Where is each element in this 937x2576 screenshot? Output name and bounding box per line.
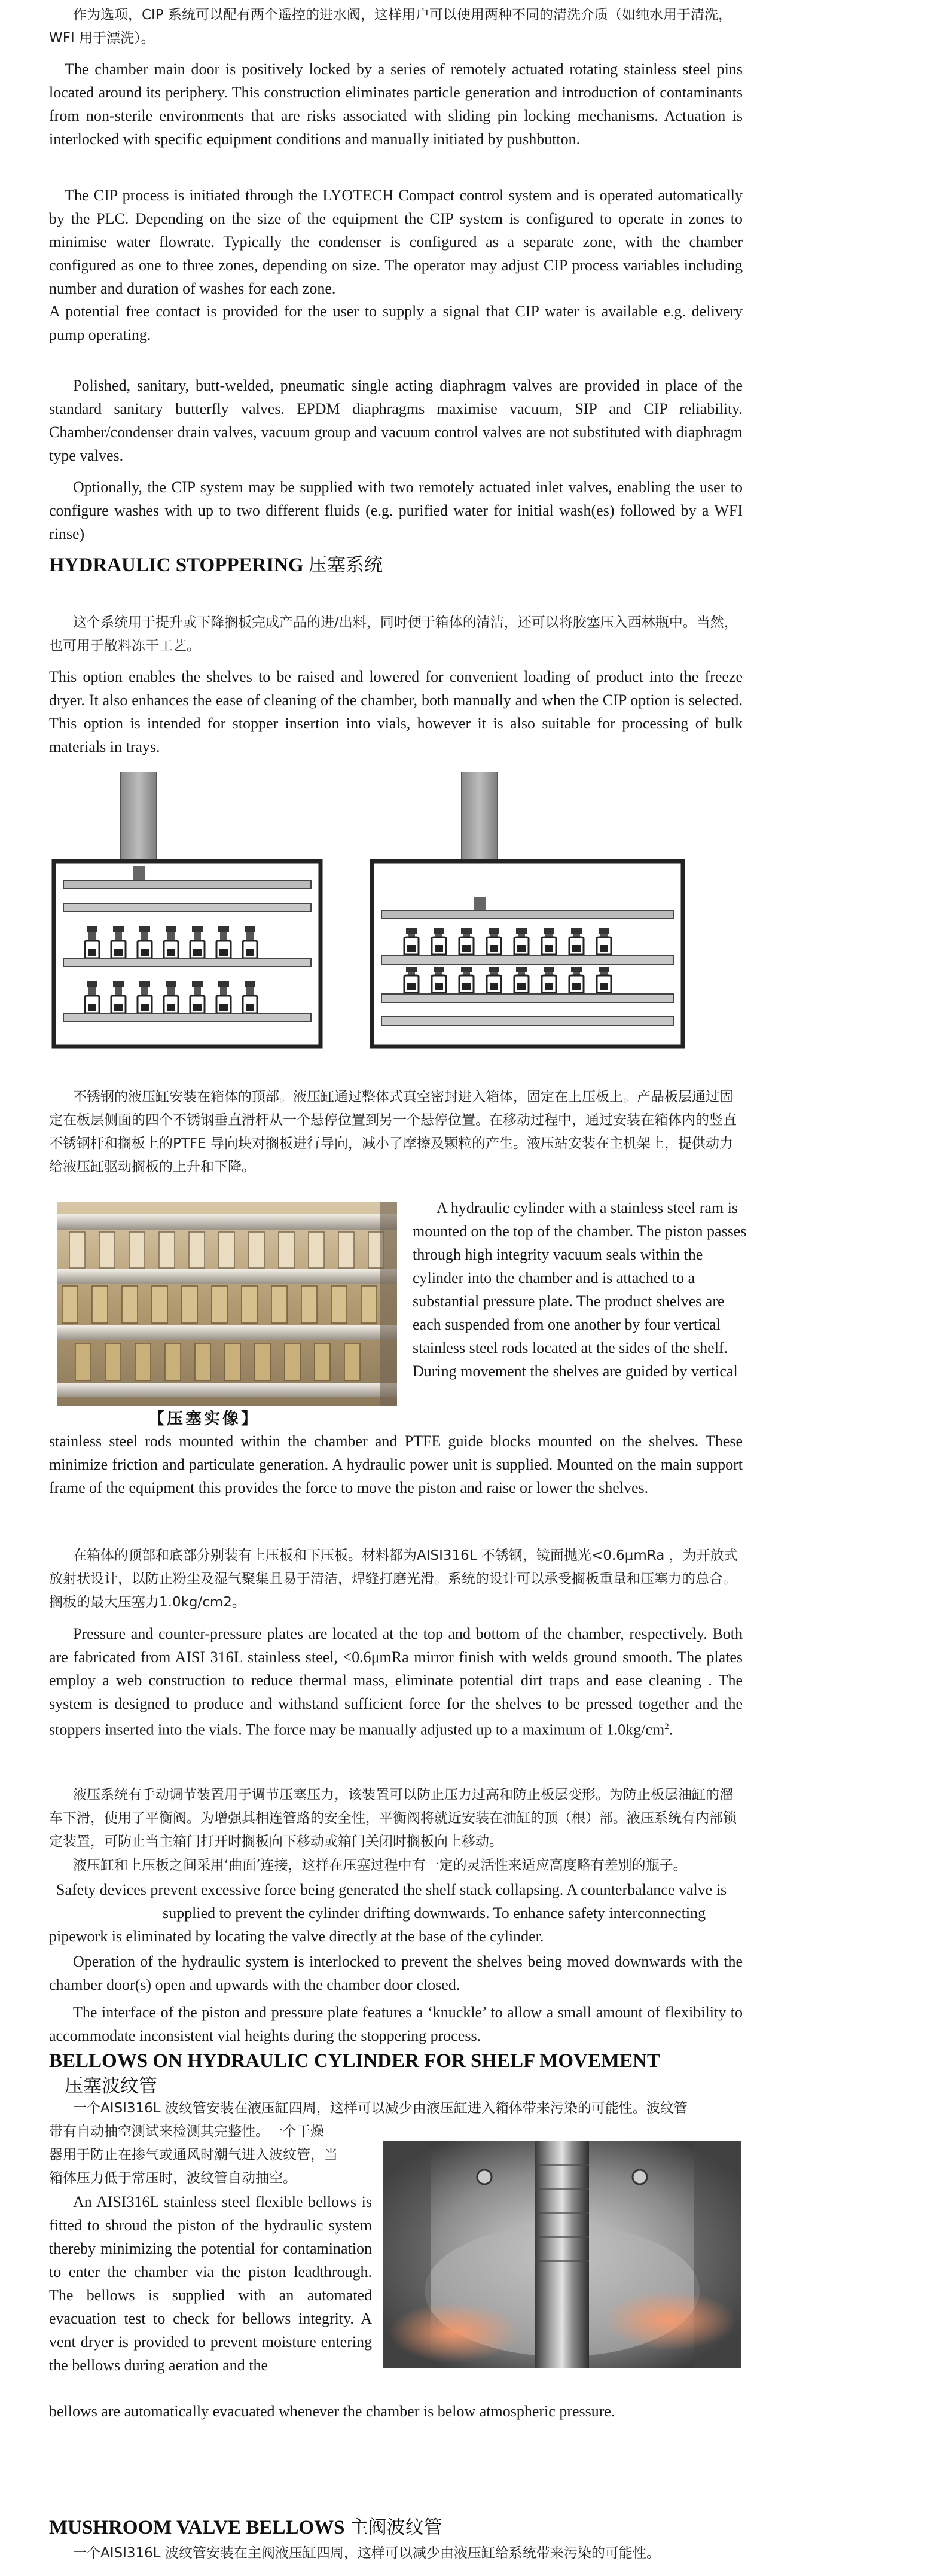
mushroom-valve-heading bbox=[49, 2515, 743, 2540]
chamber-open-diagram bbox=[54, 772, 321, 1047]
paragraph-en: stainless steel rods mounted within the chamber and PTFE guide blocks mounted on the shelves. These minimize friction and particulate generation. A hydraulic power unit is supplied. Mounted on the main support frame of the equipment this provides the force to move the piston and raise or lower the shelves. bbox=[49, 1432, 743, 1496]
pressure-plates-en bbox=[49, 1622, 743, 1742]
cip-door-locking-en bbox=[49, 57, 743, 151]
paragraph-en: An AISI316L stainless steel flexible bellows is fitted to shroud the piston of the hydraulic system thereby minimizing the potential for contamination to enter the chamber via the piston leadthrough. The bellows is supplied with an automated evacuation test to check for bellows integrity. A vent dryer is provided to prevent moisture entering the bellows during aeration and the bbox=[49, 2193, 372, 2374]
paragraph-en: Operation of the hydraulic system is interlocked to prevent the shelves being moved downwards with the chamber door(s) open and upwards with the chamber door closed. bbox=[49, 1953, 743, 1993]
bellows-en-full bbox=[49, 2400, 743, 2423]
hydraulic-intro-en bbox=[49, 665, 743, 758]
heading-en: HYDRAULIC STOPPERING bbox=[49, 554, 304, 576]
bellows-photo-image bbox=[383, 2141, 741, 2368]
paragraph-en bbox=[49, 1622, 743, 1742]
paragraph-en: This option enables the shelves to be raised and lowered for convenient loading of product into the freeze dryer. It also enhances the ease of cleaning of the chamber, both manually and when the CIP option is selected. This option is intended for stopper insertion into vials, however it is also suitable for processing of bulk materials in trays. bbox=[49, 668, 743, 755]
paragraph-en-line: pipework is eliminated by locating the valve directly at the base of the cylinder. bbox=[49, 1928, 544, 1945]
hydraulic-cylinder-en-b bbox=[49, 1429, 743, 1499]
hydraulic-cylinder-en-a bbox=[413, 1196, 747, 1383]
paragraph-zh: 一个AISI316L 波纹管安装在液压缸四周，这样可以减少由液压缸进入箱体带来污染的可能性。波纹管 bbox=[73, 2101, 688, 2116]
heading-zh: 主阀波纹管 bbox=[349, 2517, 442, 2538]
bellows-zh-left bbox=[49, 2120, 372, 2190]
cip-diaphragm-valves-en bbox=[49, 374, 743, 467]
pressure-plates-zh bbox=[49, 1544, 743, 1614]
paragraph-en: The CIP process is initiated through the LYOTECH Compact control system and is operated automatically by the PLC. Depending on the size of the equipment the CIP system is configured to operate in zones to minimise water flowrate. Typically the condenser is configured as a separate zone, with the chamber configured as one to three zones, depending on size. The operator may adjust CIP process variables including number and duration of washes for each zone. bbox=[49, 187, 743, 297]
hydraulic-safety-zh bbox=[49, 1784, 743, 1853]
hydraulic-stoppering-heading bbox=[49, 553, 743, 578]
hydraulic-safety-en bbox=[49, 1878, 743, 1948]
hydraulic-cylinder-zh bbox=[49, 1086, 743, 1179]
hydraulic-intro-zh bbox=[49, 611, 743, 658]
knuckle-zh bbox=[49, 1854, 743, 1877]
paragraph-en: The chamber main door is positively locked by a series of remotely actuated rotating stainless steel pins located around its periphery. This construction eliminates particle generation and introduction of contaminants from non-sterile environments that are risks associated with sliding pin locking mechanisms. Actuation is interlocked with specific equipment conditions and manually initiated by pushbutton. bbox=[49, 60, 743, 148]
paragraph-en: Polished, sanitary, butt-welded, pneumatic single acting diaphragm valves are provided in place of the standard sanitary butterfly valves. EPDM diaphragms maximise vacuum, SIP and CIP reliability. Chamber/condenser drain valves, vacuum group and vacuum control valves are not substituted with diaphragm type valves. bbox=[49, 377, 743, 464]
bellows-photo bbox=[383, 2141, 741, 2368]
stoppering-photo-image bbox=[57, 1202, 397, 1406]
paragraph-en: A potential free contact is provided for the user to supply a signal that CIP water is available e.g. delivery pump operating. bbox=[49, 303, 743, 343]
text-run: Pressure and counter-pressure plates are located at the top and bottom of the chamber, respectively. Both are fabricated from AISI 316L stainless steel, <0.6μmRa mirror finish with welds ground smooth. The plates employ a web construction to reduce thermal mass, eliminate potential dirt traps and ease cleaning . The system is designed to produce and withstand sufficient force for the shelves to be pressed together and the stoppers inserted into the vials. The force may be manually adjusted up to a maximum of 1.0kg/cm bbox=[49, 1625, 743, 1739]
stoppering-photo bbox=[57, 1202, 397, 1406]
superscript: 2 bbox=[664, 1722, 669, 1731]
paragraph-zh: 不锈钢的液压缸安装在箱体的顶部。液压缸通过整体式真空密封进入箱体，固定在上压板上。产品板层通过固定在板层侧面的四个不锈钢垂直滑杆从一个悬停位置到另一个悬停位置。在移动过程中，通过安装在箱体内的竖直不锈钢杆和搁板上的PTFE 导向块对搁板进行导向，减小了摩擦及颗粒的产生。液压站安装在主机架上，提供动力给液压缸驱动搁板的上升和下降。 bbox=[49, 1089, 737, 1175]
hydraulic-interlock-en bbox=[49, 1950, 743, 1996]
chamber-stoppering-diagram bbox=[372, 772, 683, 1047]
paragraph-zh-line: 带有自动抽空测试来检测其完整性。一个干燥 bbox=[49, 2124, 324, 2139]
paragraph-en: A hydraulic cylinder with a stainless steel ram is mounted on the top of the chamber. The piston passes through high integrity vacuum seals within the cylinder into the chamber and is attached to a substantial pressure plate. The product shelves are each suspended from one another by four vertical stainless steel rods located at the sides of the shelf. During movement the shelves are guided by vertical bbox=[413, 1199, 747, 1380]
paragraph-en: Optionally, the CIP system may be supplied with two remotely actuated inlet valves, enabling the user to configure washes with up to two different fluids (e.g. purified water for initial wash(es) followed by a WFI rinse) bbox=[49, 478, 743, 542]
paragraph-zh: 在箱体的顶部和底部分别装有上压板和下压板。材料都为AISI316L 不锈钢，镜面抛光<0.6μmRa ，为开放式放射状设计，以防止粉尘及湿气聚集且易于清洁，焊缝打磨光滑。系统的设计可以承受搁板重量和压塞力的总合。搁板的最大压塞力1.0kg/cm2。 bbox=[49, 1548, 738, 1610]
heading-en: MUSHROOM VALVE BELLOWS bbox=[49, 2517, 345, 2538]
bellows-heading bbox=[49, 2048, 743, 2099]
paragraph-zh-line: 器用于防止在掺气或通风时潮气进入波纹管，当 bbox=[49, 2147, 338, 2163]
text-run: . bbox=[669, 1721, 673, 1739]
heading-zh: 压塞波纹管 bbox=[65, 2075, 157, 2097]
paragraph-zh: 作为选项，CIP 系统可以配有两个遥控的进水阀，这样用户可以使用两种不同的清洗介质（如纯水用于清洗，WFI 用于漂洗）。 bbox=[49, 7, 732, 46]
bellows-en-left bbox=[49, 2190, 372, 2377]
paragraph-zh-line: 箱体压力低于常压时，波纹管自动抽空。 bbox=[49, 2170, 297, 2186]
mushroom-valve-zh bbox=[49, 2542, 743, 2565]
bellows-zh-line-1 bbox=[49, 2097, 743, 2120]
cip-process-en bbox=[49, 184, 743, 300]
paragraph-zh: 液压缸和上压板之间采用‘曲面’连接，这样在压塞过程中有一定的灵活性来适应高度略有差别的瓶子。 bbox=[73, 1858, 687, 1873]
knuckle-en bbox=[49, 2001, 743, 2047]
paragraph-en-line: supplied to prevent the cylinder drifting downwards. To enhance safety interconnecting bbox=[163, 1904, 706, 1922]
cip-free-contact-en bbox=[49, 300, 743, 346]
paragraph-en-line: Safety devices prevent excessive force being generated the shelf stack collapsing. A counterbalance valve is bbox=[56, 1881, 727, 1898]
cip-inlet-valves-zh bbox=[49, 4, 743, 50]
paragraph-en: The interface of the piston and pressure plate features a ‘knuckle’ to allow a small amount of flexibility to accommodate inconsistent vial heights during the stoppering process. bbox=[49, 2004, 743, 2044]
paragraph-zh: 这个系统用于提升或下降搁板完成产品的进/出料，同时便于箱体的清洁，还可以将胶塞压入西林瓶中。当然，也可用于散料冻干工艺。 bbox=[49, 615, 738, 654]
stoppering-diagram bbox=[49, 772, 731, 1053]
heading-zh: 压塞系统 bbox=[308, 554, 383, 576]
cip-inlet-valves-en bbox=[49, 475, 743, 545]
stoppering-photo-caption: 【压塞实像】 bbox=[148, 1410, 260, 1428]
paragraph-en: bellows are automatically evacuated whenever the chamber is below atmospheric pressure. bbox=[49, 2403, 615, 2420]
heading-en: BELLOWS ON HYDRAULIC CYLINDER FOR SHELF MOVEMENT bbox=[49, 2050, 660, 2072]
paragraph-zh: 一个AISI316L 波纹管安装在主阀液压缸四周，这样可以减少由液压缸给系统带来污染的可能性。 bbox=[73, 2545, 660, 2561]
paragraph-zh: 液压系统有手动调节装置用于调节压塞压力，该装置可以防止压力过高和防止板层变形。为防止板层油缸的溜车下滑，使用了平衡阀。为增强其相连管路的安全性，平衡阀将就近安装在油缸的顶（根）部。液压系统有内部锁定装置，可防止当主箱门打开时搁板向下移动或箱门关闭时搁板向上移动。 bbox=[49, 1787, 737, 1849]
